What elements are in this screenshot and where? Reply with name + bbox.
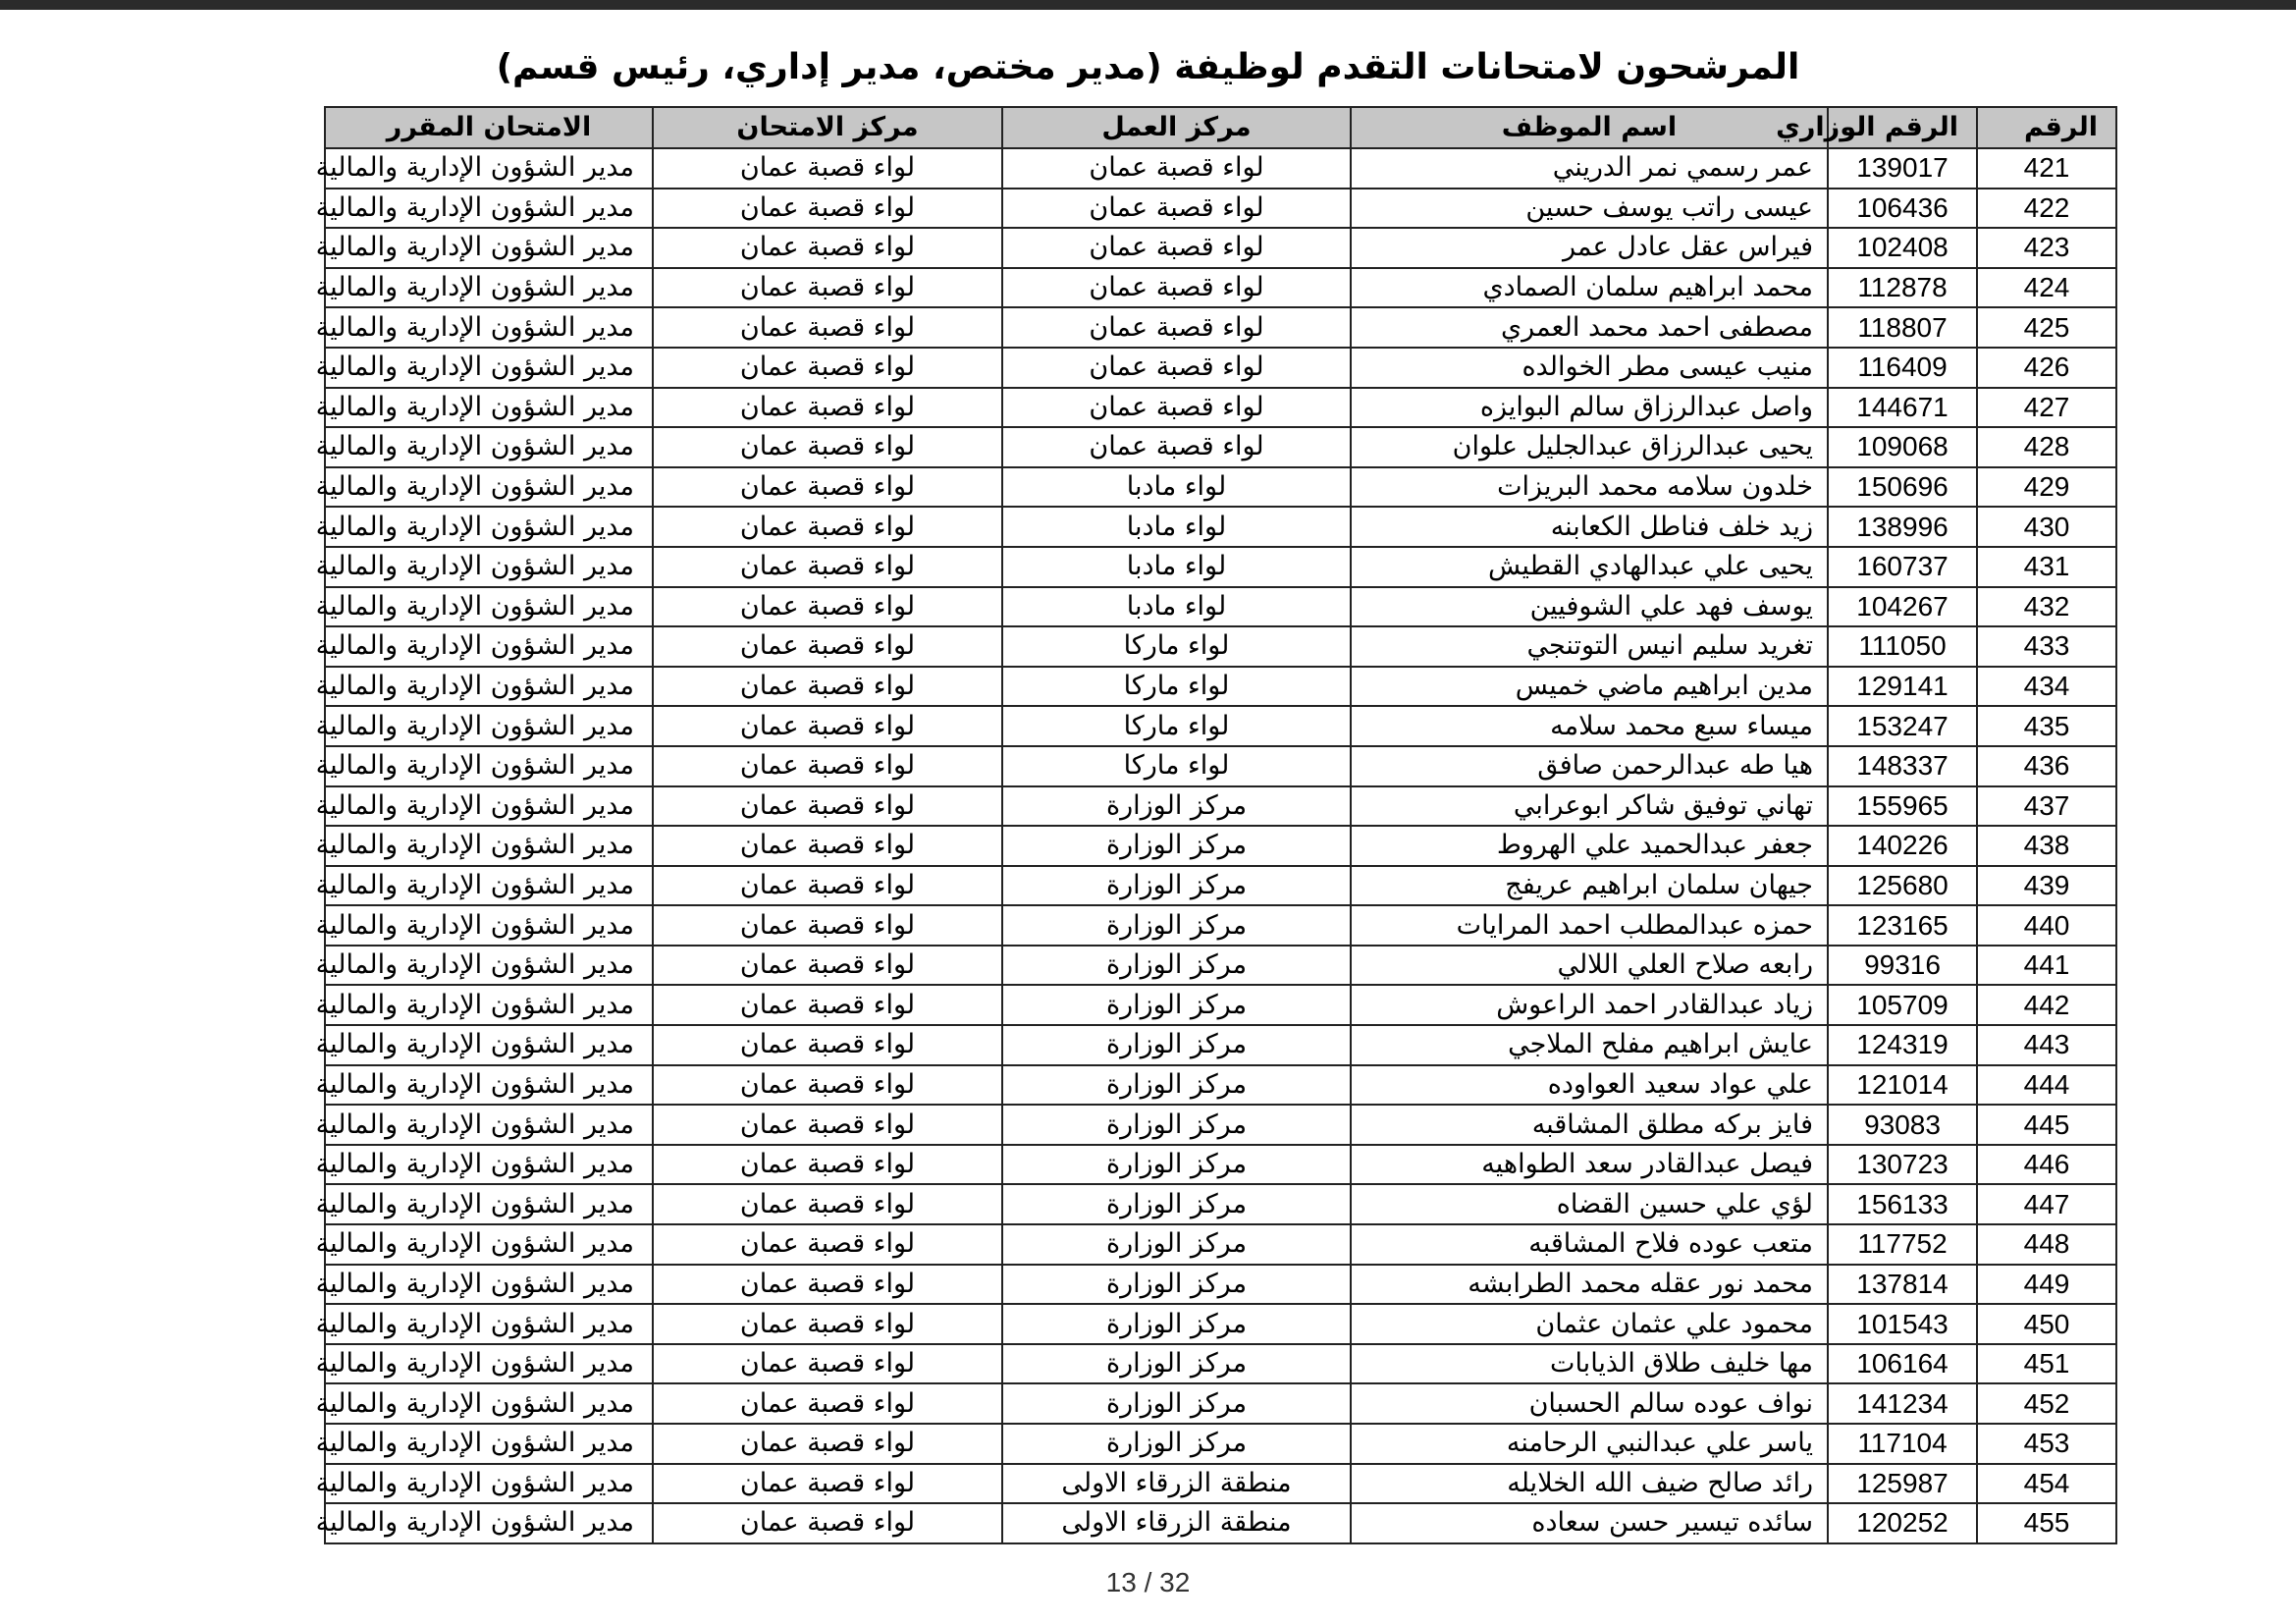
cell-number: 436 — [1977, 746, 2116, 786]
cell-ministry-id: 123165 — [1828, 905, 1977, 946]
cell-number: 429 — [1977, 467, 2116, 508]
cell-number: 433 — [1977, 626, 2116, 667]
cell-exam-center: لواء قصبة عمان — [653, 307, 1002, 348]
table-row — [325, 1344, 2116, 1384]
cell-employee-name: هيا طه عبدالرحمن صافق — [1351, 746, 1828, 786]
cell-exam: مدير الشؤون الإدارية والمالية — [325, 1383, 653, 1424]
cell-number: 450 — [1977, 1304, 2116, 1344]
cell-work-center: لواء قصبة عمان — [1002, 388, 1351, 428]
cell-work-center: لواء قصبة عمان — [1002, 228, 1351, 268]
cell-number: 440 — [1977, 905, 2116, 946]
table-row — [325, 348, 2116, 388]
cell-exam-center: لواء قصبة عمان — [653, 706, 1002, 746]
cell-ministry-id: 109068 — [1828, 427, 1977, 467]
cell-exam: مدير الشؤون الإدارية والمالية — [325, 228, 653, 268]
cell-work-center: مركز الوزارة — [1002, 1184, 1351, 1224]
cell-exam: مدير الشؤون الإدارية والمالية — [325, 1424, 653, 1464]
cell-exam-center: لواء قصبة عمان — [653, 1145, 1002, 1185]
cell-ministry-id: 125987 — [1828, 1464, 1977, 1504]
cell-number: 455 — [1977, 1503, 2116, 1543]
cell-exam: مدير الشؤون الإدارية والمالية — [325, 547, 653, 587]
cell-employee-name: فيصل عبدالقادر سعد الطواهيه — [1351, 1145, 1828, 1185]
cell-exam-center: لواء قصبة عمان — [653, 547, 1002, 587]
cell-number: 441 — [1977, 946, 2116, 986]
cell-work-center: لواء قصبة عمان — [1002, 189, 1351, 229]
cell-employee-name: واصل عبدالرزاق سالم البوايزه — [1351, 388, 1828, 428]
cell-number: 434 — [1977, 667, 2116, 707]
cell-employee-name: علي عواد سعيد العواوده — [1351, 1065, 1828, 1106]
cell-number: 432 — [1977, 587, 2116, 627]
cell-exam: مدير الشؤون الإدارية والمالية — [325, 268, 653, 308]
table-row — [325, 189, 2116, 229]
table-row — [325, 1105, 2116, 1145]
cell-exam: مدير الشؤون الإدارية والمالية — [325, 388, 653, 428]
cell-exam: مدير الشؤون الإدارية والمالية — [325, 1105, 653, 1145]
table-row — [325, 268, 2116, 308]
header-exam: الامتحان المقرر — [325, 107, 653, 148]
cell-employee-name: فيراس عقل عادل عمر — [1351, 228, 1828, 268]
scan-top-edge — [0, 0, 2296, 10]
cell-number: 438 — [1977, 826, 2116, 866]
cell-exam-center: لواء قصبة عمان — [653, 427, 1002, 467]
table-row — [325, 1424, 2116, 1464]
cell-exam-center: لواء قصبة عمان — [653, 189, 1002, 229]
cell-employee-name: يحيى عبدالرزاق عبدالجليل علوان — [1351, 427, 1828, 467]
cell-number: 454 — [1977, 1464, 2116, 1504]
cell-number: 435 — [1977, 706, 2116, 746]
cell-ministry-id: 160737 — [1828, 547, 1977, 587]
table-row — [325, 667, 2116, 707]
cell-exam: مدير الشؤون الإدارية والمالية — [325, 587, 653, 627]
cell-exam: مدير الشؤون الإدارية والمالية — [325, 348, 653, 388]
table-row — [325, 587, 2116, 627]
cell-work-center: مركز الوزارة — [1002, 1145, 1351, 1185]
cell-ministry-id: 139017 — [1828, 148, 1977, 189]
table-row — [325, 786, 2116, 827]
cell-ministry-id: 148337 — [1828, 746, 1977, 786]
cell-ministry-id: 140226 — [1828, 826, 1977, 866]
table-row — [325, 746, 2116, 786]
cell-number: 431 — [1977, 547, 2116, 587]
cell-number: 428 — [1977, 427, 2116, 467]
cell-work-center: لواء قصبة عمان — [1002, 148, 1351, 189]
cell-exam: مدير الشؤون الإدارية والمالية — [325, 427, 653, 467]
cell-exam-center: لواء قصبة عمان — [653, 148, 1002, 189]
page-number: 13 / 32 — [1105, 1567, 1191, 1597]
cell-work-center: مركز الوزارة — [1002, 1025, 1351, 1065]
cell-exam: مدير الشؤون الإدارية والمالية — [325, 467, 653, 508]
cell-exam-center: لواء قصبة عمان — [653, 1304, 1002, 1344]
cell-exam: مدير الشؤون الإدارية والمالية — [325, 706, 653, 746]
cell-exam-center: لواء قصبة عمان — [653, 1184, 1002, 1224]
cell-exam: مدير الشؤون الإدارية والمالية — [325, 1224, 653, 1265]
cell-exam-center: لواء قصبة عمان — [653, 587, 1002, 627]
cell-exam: مدير الشؤون الإدارية والمالية — [325, 1304, 653, 1344]
cell-ministry-id: 153247 — [1828, 706, 1977, 746]
cell-ministry-id: 141234 — [1828, 1383, 1977, 1424]
cell-number: 443 — [1977, 1025, 2116, 1065]
cell-exam: مدير الشؤون الإدارية والمالية — [325, 1025, 653, 1065]
cell-ministry-id: 102408 — [1828, 228, 1977, 268]
table-row — [325, 467, 2116, 508]
cell-exam-center: لواء قصبة عمان — [653, 1344, 1002, 1384]
cell-ministry-id: 118807 — [1828, 307, 1977, 348]
cell-employee-name: رائد صالح ضيف الله الخلايله — [1351, 1464, 1828, 1504]
table-row — [325, 626, 2116, 667]
table-row — [325, 1025, 2116, 1065]
cell-work-center: مركز الوزارة — [1002, 826, 1351, 866]
cell-ministry-id: 105709 — [1828, 985, 1977, 1025]
cell-number: 439 — [1977, 866, 2116, 906]
cell-exam-center: لواء قصبة عمان — [653, 228, 1002, 268]
cell-work-center: لواء ماركا — [1002, 626, 1351, 667]
cell-ministry-id: 99316 — [1828, 946, 1977, 986]
cell-work-center: لواء قصبة عمان — [1002, 307, 1351, 348]
header-employee-name: اسم الموظف — [1351, 107, 1828, 148]
cell-employee-name: عيسى راتب يوسف حسين — [1351, 189, 1828, 229]
cell-work-center: مركز الوزارة — [1002, 1105, 1351, 1145]
cell-ministry-id: 117752 — [1828, 1224, 1977, 1265]
cell-ministry-id: 106436 — [1828, 189, 1977, 229]
cell-exam-center: لواء قصبة عمان — [653, 1224, 1002, 1265]
cell-exam: مدير الشؤون الإدارية والمالية — [325, 1464, 653, 1504]
cell-employee-name: جعفر عبدالحميد علي الهروط — [1351, 826, 1828, 866]
cell-number: 427 — [1977, 388, 2116, 428]
cell-number: 437 — [1977, 786, 2116, 827]
cell-exam-center: لواء قصبة عمان — [653, 1464, 1002, 1504]
cell-exam-center: لواء قصبة عمان — [653, 467, 1002, 508]
cell-ministry-id: 150696 — [1828, 467, 1977, 508]
header-exam-center: مركز الامتحان — [653, 107, 1002, 148]
table-row — [325, 547, 2116, 587]
table-row — [325, 706, 2116, 746]
cell-employee-name: رابعه صلاح العلي اللالي — [1351, 946, 1828, 986]
cell-ministry-id: 111050 — [1828, 626, 1977, 667]
cell-number: 451 — [1977, 1344, 2116, 1384]
cell-ministry-id: 104267 — [1828, 587, 1977, 627]
cell-exam: مدير الشؤون الإدارية والمالية — [325, 985, 653, 1025]
cell-employee-name: لؤي علي حسين القضاه — [1351, 1184, 1828, 1224]
cell-number: 452 — [1977, 1383, 2116, 1424]
cell-employee-name: محمد ابراهيم سلمان الصمادي — [1351, 268, 1828, 308]
candidates-table — [315, 106, 2117, 1544]
cell-exam: مدير الشؤون الإدارية والمالية — [325, 189, 653, 229]
cell-work-center: لواء قصبة عمان — [1002, 348, 1351, 388]
cell-work-center: مركز الوزارة — [1002, 1265, 1351, 1305]
cell-work-center: لواء قصبة عمان — [1002, 427, 1351, 467]
cell-work-center: لواء ماركا — [1002, 706, 1351, 746]
candidates-table-container — [315, 106, 2115, 1544]
cell-work-center: مركز الوزارة — [1002, 1344, 1351, 1384]
cell-exam-center: لواء قصبة عمان — [653, 1503, 1002, 1543]
cell-ministry-id: 120252 — [1828, 1503, 1977, 1543]
cell-exam: مدير الشؤون الإدارية والمالية — [325, 626, 653, 667]
cell-ministry-id: 144671 — [1828, 388, 1977, 428]
cell-ministry-id: 125680 — [1828, 866, 1977, 906]
cell-employee-name: فايز بركه مطلق المشاقبه — [1351, 1105, 1828, 1145]
cell-employee-name: مدين ابراهيم ماضي خميس — [1351, 667, 1828, 707]
cell-exam: مدير الشؤون الإدارية والمالية — [325, 1065, 653, 1106]
header-work-center: مركز العمل — [1002, 107, 1351, 148]
table-row — [325, 228, 2116, 268]
cell-work-center: لواء ماركا — [1002, 746, 1351, 786]
cell-employee-name: متعب عوده فلاح المشاقبه — [1351, 1224, 1828, 1265]
cell-ministry-id: 129141 — [1828, 667, 1977, 707]
cell-number: 423 — [1977, 228, 2116, 268]
table-row — [325, 307, 2116, 348]
cell-employee-name: عايش ابراهيم مفلح الملاجي — [1351, 1025, 1828, 1065]
cell-exam: مدير الشؤون الإدارية والمالية — [325, 905, 653, 946]
cell-number: 442 — [1977, 985, 2116, 1025]
cell-ministry-id: 93083 — [1828, 1105, 1977, 1145]
cell-exam: مدير الشؤون الإدارية والمالية — [325, 786, 653, 827]
cell-ministry-id: 106164 — [1828, 1344, 1977, 1384]
cell-exam: مدير الشؤون الإدارية والمالية — [325, 866, 653, 906]
cell-work-center: منطقة الزرقاء الاولى — [1002, 1503, 1351, 1543]
cell-work-center: مركز الوزارة — [1002, 946, 1351, 986]
cell-work-center: لواء مادبا — [1002, 507, 1351, 547]
cell-exam-center: لواء قصبة عمان — [653, 1025, 1002, 1065]
cell-ministry-id: 155965 — [1828, 786, 1977, 827]
cell-exam-center: لواء قصبة عمان — [653, 1105, 1002, 1145]
table-row — [325, 388, 2116, 428]
cell-work-center: مركز الوزارة — [1002, 905, 1351, 946]
cell-work-center: مركز الوزارة — [1002, 1224, 1351, 1265]
table-row — [325, 826, 2116, 866]
cell-employee-name: يوسف فهد علي الشوفيين — [1351, 587, 1828, 627]
cell-exam-center: لواء قصبة عمان — [653, 1265, 1002, 1305]
cell-exam-center: لواء قصبة عمان — [653, 786, 1002, 827]
cell-work-center: لواء مادبا — [1002, 547, 1351, 587]
cell-employee-name: محمود علي عثمان عثمان — [1351, 1304, 1828, 1344]
cell-ministry-id: 156133 — [1828, 1184, 1977, 1224]
cell-exam: مدير الشؤون الإدارية والمالية — [325, 826, 653, 866]
cell-exam-center: لواء قصبة عمان — [653, 388, 1002, 428]
cell-exam: مدير الشؤون الإدارية والمالية — [325, 946, 653, 986]
cell-number: 446 — [1977, 1145, 2116, 1185]
cell-exam: مدير الشؤون الإدارية والمالية — [325, 746, 653, 786]
table-row — [325, 1184, 2116, 1224]
cell-exam: مدير الشؤون الإدارية والمالية — [325, 1344, 653, 1384]
cell-ministry-id: 138996 — [1828, 507, 1977, 547]
cell-work-center: لواء ماركا — [1002, 667, 1351, 707]
cell-work-center: مركز الوزارة — [1002, 866, 1351, 906]
cell-ministry-id: 101543 — [1828, 1304, 1977, 1344]
cell-exam: مدير الشؤون الإدارية والمالية — [325, 507, 653, 547]
cell-employee-name: محمد نور عقله محمد الطرابشه — [1351, 1265, 1828, 1305]
cell-employee-name: زياد عبدالقادر احمد الراعوش — [1351, 985, 1828, 1025]
cell-number: 447 — [1977, 1184, 2116, 1224]
cell-exam: مدير الشؤون الإدارية والمالية — [325, 1265, 653, 1305]
cell-work-center: مركز الوزارة — [1002, 985, 1351, 1025]
table-row — [325, 905, 2116, 946]
table-row — [325, 946, 2116, 986]
cell-work-center: لواء قصبة عمان — [1002, 268, 1351, 308]
cell-exam: مدير الشؤون الإدارية والمالية — [325, 1503, 653, 1543]
cell-number: 424 — [1977, 268, 2116, 308]
table-row — [325, 1065, 2116, 1106]
table-row — [325, 1304, 2116, 1344]
cell-number: 430 — [1977, 507, 2116, 547]
cell-employee-name: عمر رسمي نمر الدريني — [1351, 148, 1828, 189]
cell-exam-center: لواء قصبة عمان — [653, 1383, 1002, 1424]
cell-exam: مدير الشؤون الإدارية والمالية — [325, 1184, 653, 1224]
cell-number: 445 — [1977, 1105, 2116, 1145]
cell-ministry-id: 116409 — [1828, 348, 1977, 388]
cell-ministry-id: 112878 — [1828, 268, 1977, 308]
cell-work-center: مركز الوزارة — [1002, 1304, 1351, 1344]
cell-work-center: مركز الوزارة — [1002, 1424, 1351, 1464]
cell-employee-name: سائده تيسير حسن سعاده — [1351, 1503, 1828, 1543]
cell-employee-name: مصطفى احمد محمد العمري — [1351, 307, 1828, 348]
cell-employee-name: منيب عيسى مطر الخوالده — [1351, 348, 1828, 388]
cell-exam-center: لواء قصبة عمان — [653, 866, 1002, 906]
cell-exam-center: لواء قصبة عمان — [653, 746, 1002, 786]
table-row — [325, 1265, 2116, 1305]
cell-employee-name: ياسر علي عبدالنبي الرحامنه — [1351, 1424, 1828, 1464]
cell-work-center: مركز الوزارة — [1002, 1383, 1351, 1424]
cell-number: 425 — [1977, 307, 2116, 348]
cell-employee-name: يحيى علي عبدالهادي القطيش — [1351, 547, 1828, 587]
table-row — [325, 1464, 2116, 1504]
cell-number: 453 — [1977, 1424, 2116, 1464]
cell-exam-center: لواء قصبة عمان — [653, 1424, 1002, 1464]
cell-exam-center: لواء قصبة عمان — [653, 905, 1002, 946]
cell-number: 426 — [1977, 348, 2116, 388]
table-row — [325, 1383, 2116, 1424]
table-row — [325, 866, 2116, 906]
cell-work-center: مركز الوزارة — [1002, 1065, 1351, 1106]
cell-exam-center: لواء قصبة عمان — [653, 946, 1002, 986]
cell-ministry-id: 121014 — [1828, 1065, 1977, 1106]
cell-ministry-id: 130723 — [1828, 1145, 1977, 1185]
table-row — [325, 427, 2116, 467]
table-row — [325, 148, 2116, 189]
cell-employee-name: تهاني توفيق شاكر ابوعرابي — [1351, 786, 1828, 827]
cell-exam-center: لواء قصبة عمان — [653, 667, 1002, 707]
cell-work-center: لواء مادبا — [1002, 587, 1351, 627]
table-row — [325, 1224, 2116, 1265]
cell-work-center: لواء مادبا — [1002, 467, 1351, 508]
cell-exam-center: لواء قصبة عمان — [653, 826, 1002, 866]
cell-exam-center: لواء قصبة عمان — [653, 268, 1002, 308]
cell-ministry-id: 137814 — [1828, 1265, 1977, 1305]
cell-work-center: منطقة الزرقاء الاولى — [1002, 1464, 1351, 1504]
table-row — [325, 1503, 2116, 1543]
cell-number: 444 — [1977, 1065, 2116, 1106]
table-header-row — [325, 107, 2116, 148]
table-row — [325, 985, 2116, 1025]
cell-number: 421 — [1977, 148, 2116, 189]
document-title: المرشحون لامتحانات التقدم لوظيفة (مدير مختص، مدير إداري، رئيس قسم) — [496, 47, 1800, 87]
cell-employee-name: مها خليف طلاق الذيابات — [1351, 1344, 1828, 1384]
cell-employee-name: حمزه عبدالمطلب احمد المرايات — [1351, 905, 1828, 946]
cell-employee-name: تغريد سليم انيس التوتنجي — [1351, 626, 1828, 667]
cell-exam-center: لواء قصبة عمان — [653, 1065, 1002, 1106]
cell-employee-name: زيد خلف فناطل الكعابنه — [1351, 507, 1828, 547]
cell-exam-center: لواء قصبة عمان — [653, 985, 1002, 1025]
cell-exam: مدير الشؤون الإدارية والمالية — [325, 667, 653, 707]
cell-exam-center: لواء قصبة عمان — [653, 626, 1002, 667]
cell-employee-name: ميساء سبع محمد سلامه — [1351, 706, 1828, 746]
table-row — [325, 1145, 2116, 1185]
cell-exam-center: لواء قصبة عمان — [653, 348, 1002, 388]
cell-exam: مدير الشؤون الإدارية والمالية — [325, 1145, 653, 1185]
cell-ministry-id: 117104 — [1828, 1424, 1977, 1464]
cell-number: 422 — [1977, 189, 2116, 229]
cell-work-center: مركز الوزارة — [1002, 786, 1351, 827]
cell-employee-name: نواف عوده سالم الحسبان — [1351, 1383, 1828, 1424]
cell-employee-name: خلدون سلامه محمد البريزات — [1351, 467, 1828, 508]
cell-ministry-id: 124319 — [1828, 1025, 1977, 1065]
cell-exam-center: لواء قصبة عمان — [653, 507, 1002, 547]
header-number: الرقم — [1977, 107, 2116, 148]
header-ministry-id: الرقم الوزاري — [1828, 107, 1977, 148]
cell-exam: مدير الشؤون الإدارية والمالية — [325, 307, 653, 348]
cell-exam: مدير الشؤون الإدارية والمالية — [325, 148, 653, 189]
cell-number: 448 — [1977, 1224, 2116, 1265]
table-row — [325, 507, 2116, 547]
cell-employee-name: جيهان سلمان ابراهيم عريفج — [1351, 866, 1828, 906]
cell-number: 449 — [1977, 1265, 2116, 1305]
